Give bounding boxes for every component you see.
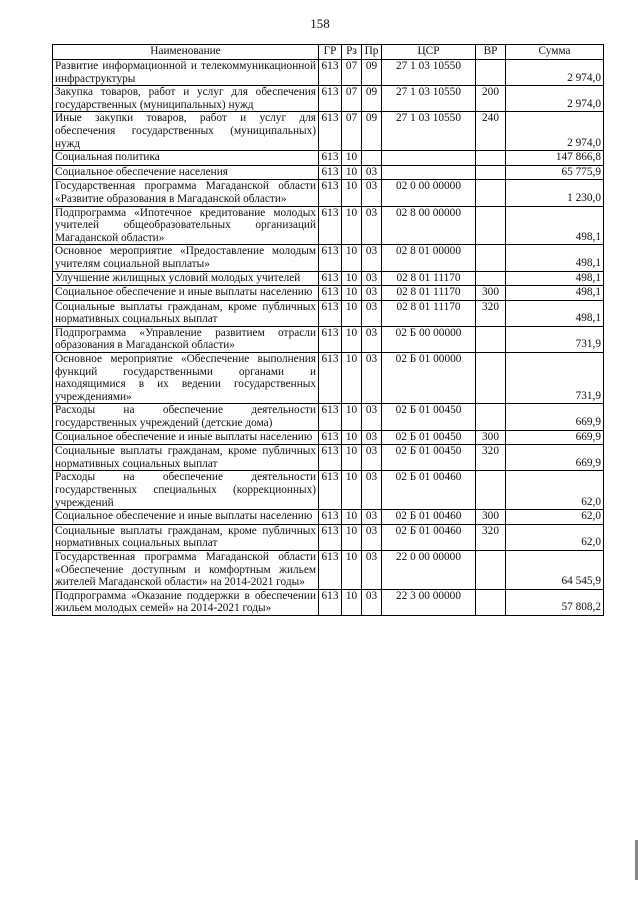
cell-name: Социальные выплаты гражданам, кроме публичных нормативных социальных выплат <box>53 300 319 326</box>
cell-name: Улучшение жилищных условий молодых учителей <box>53 271 319 286</box>
cell-pr: 03 <box>362 271 382 286</box>
cell-gr: 613 <box>319 430 342 445</box>
cell-csr: 02 8 01 00000 <box>382 245 476 271</box>
cell-sum: 669,9 <box>506 404 604 430</box>
cell-name: Социальное обеспечение и иные выплаты населению <box>53 510 319 525</box>
cell-pr: 03 <box>362 180 382 206</box>
cell-rz: 10 <box>342 300 362 326</box>
cell-csr <box>382 151 476 166</box>
cell-rz: 10 <box>342 271 362 286</box>
cell-gr: 613 <box>319 112 342 151</box>
cell-gr: 613 <box>319 445 342 471</box>
table-row <box>53 271 604 286</box>
cell-sum: 2 974,0 <box>506 60 604 86</box>
cell-sum: 731,9 <box>506 353 604 404</box>
cell-vr: 300 <box>476 286 506 301</box>
cell-sum: 669,9 <box>506 430 604 445</box>
cell-rz: 10 <box>342 206 362 245</box>
cell-sum: 498,1 <box>506 300 604 326</box>
cell-gr: 613 <box>319 353 342 404</box>
table-row <box>53 445 604 471</box>
cell-csr: 02 8 01 11170 <box>382 271 476 286</box>
cell-pr: 09 <box>362 86 382 112</box>
cell-pr: 03 <box>362 404 382 430</box>
cell-pr: 03 <box>362 445 382 471</box>
cell-sum: 2 974,0 <box>506 112 604 151</box>
cell-gr: 613 <box>319 180 342 206</box>
cell-csr: 02 Б 01 00450 <box>382 404 476 430</box>
cell-csr: 27 1 03 10550 <box>382 86 476 112</box>
cell-vr <box>476 326 506 352</box>
cell-pr: 03 <box>362 206 382 245</box>
cell-sum: 1 230,0 <box>506 180 604 206</box>
cell-csr: 02 8 01 11170 <box>382 286 476 301</box>
cell-pr: 03 <box>362 245 382 271</box>
cell-rz: 07 <box>342 112 362 151</box>
table-row <box>53 112 604 151</box>
cell-vr: 300 <box>476 510 506 525</box>
cell-sum: 65 775,9 <box>506 165 604 180</box>
cell-name: Иные закупки товаров, работ и услуг для обеспечения государственных (муниципальных) нужд <box>53 112 319 151</box>
cell-csr: 02 Б 01 00000 <box>382 353 476 404</box>
cell-rz: 10 <box>342 524 362 550</box>
table-row <box>53 206 604 245</box>
cell-gr: 613 <box>319 524 342 550</box>
cell-vr <box>476 60 506 86</box>
cell-name: Подпрограмма «Управление развитием отрасли образования в Магаданской области» <box>53 326 319 352</box>
cell-name: Подпрограмма «Ипотечное кредитование молодых учителей общеобразовательных организаций Магаданской области» <box>53 206 319 245</box>
cell-name: Социальное обеспечение и иные выплаты населению <box>53 286 319 301</box>
table-row <box>53 286 604 301</box>
cell-vr <box>476 245 506 271</box>
cell-gr: 613 <box>319 286 342 301</box>
table-row <box>53 86 604 112</box>
table-body <box>53 60 604 616</box>
cell-rz: 07 <box>342 86 362 112</box>
cell-vr <box>476 550 506 589</box>
cell-pr: 03 <box>362 353 382 404</box>
cell-rz: 10 <box>342 510 362 525</box>
cell-csr: 27 1 03 10550 <box>382 60 476 86</box>
table-row <box>53 589 604 615</box>
cell-sum: 731,9 <box>506 326 604 352</box>
cell-gr: 613 <box>319 404 342 430</box>
cell-vr: 320 <box>476 445 506 471</box>
cell-rz: 10 <box>342 550 362 589</box>
cell-sum: 2 974,0 <box>506 86 604 112</box>
cell-sum: 498,1 <box>506 206 604 245</box>
cell-sum: 62,0 <box>506 524 604 550</box>
cell-csr: 02 Б 01 00460 <box>382 471 476 510</box>
cell-csr: 02 Б 01 00450 <box>382 430 476 445</box>
cell-rz: 10 <box>342 404 362 430</box>
cell-rz: 07 <box>342 60 362 86</box>
cell-vr <box>476 353 506 404</box>
cell-vr: 320 <box>476 300 506 326</box>
cell-name: Государственная программа Магаданской области «Развитие образования в Магаданской области» <box>53 180 319 206</box>
cell-pr: 03 <box>362 550 382 589</box>
cell-vr: 240 <box>476 112 506 151</box>
cell-rz: 10 <box>342 326 362 352</box>
cell-sum: 57 808,2 <box>506 589 604 615</box>
cell-rz: 10 <box>342 180 362 206</box>
page-number: 158 <box>310 16 330 31</box>
cell-csr: 02 8 01 11170 <box>382 300 476 326</box>
cell-vr: 200 <box>476 86 506 112</box>
cell-name: Подпрограмма «Оказание поддержки в обеспечении жильем молодых семей» на 2014-2021 годы» <box>53 589 319 615</box>
cell-pr: 03 <box>362 430 382 445</box>
cell-csr: 22 3 00 00000 <box>382 589 476 615</box>
table-row <box>53 510 604 525</box>
header-sum: Сумма <box>506 45 604 60</box>
table-row <box>53 353 604 404</box>
table-row <box>53 524 604 550</box>
cell-vr <box>476 471 506 510</box>
cell-rz: 10 <box>342 445 362 471</box>
cell-vr: 320 <box>476 524 506 550</box>
cell-csr: 02 Б 01 00460 <box>382 524 476 550</box>
header-name: Наименование <box>53 45 319 60</box>
cell-pr: 03 <box>362 326 382 352</box>
cell-csr: 02 Б 01 00460 <box>382 510 476 525</box>
cell-vr <box>476 151 506 166</box>
cell-gr: 613 <box>319 326 342 352</box>
cell-pr: 03 <box>362 286 382 301</box>
cell-pr: 03 <box>362 510 382 525</box>
cell-vr <box>476 589 506 615</box>
scan-edge-mark <box>635 840 638 880</box>
cell-sum: 498,1 <box>506 245 604 271</box>
cell-name: Закупка товаров, работ и услуг для обеспечения государственных (муниципальных) нужд <box>53 86 319 112</box>
cell-pr: 09 <box>362 60 382 86</box>
header-vr: ВР <box>476 45 506 60</box>
cell-name: Расходы на обеспечение деятельности государственных учреждений (детские дома) <box>53 404 319 430</box>
cell-gr: 613 <box>319 165 342 180</box>
cell-vr <box>476 271 506 286</box>
cell-name: Социальное обеспечение населения <box>53 165 319 180</box>
cell-pr: 03 <box>362 524 382 550</box>
cell-name: Социальные выплаты гражданам, кроме публичных нормативных социальных выплат <box>53 524 319 550</box>
table-row <box>53 430 604 445</box>
cell-gr: 613 <box>319 589 342 615</box>
header-row <box>53 45 604 60</box>
cell-sum: 62,0 <box>506 471 604 510</box>
cell-vr: 300 <box>476 430 506 445</box>
cell-pr: 09 <box>362 112 382 151</box>
cell-gr: 613 <box>319 245 342 271</box>
cell-csr <box>382 165 476 180</box>
cell-csr: 02 8 00 00000 <box>382 206 476 245</box>
cell-gr: 613 <box>319 60 342 86</box>
budget-table <box>52 44 604 616</box>
table-row <box>53 165 604 180</box>
cell-name: Социальные выплаты гражданам, кроме публичных нормативных социальных выплат <box>53 445 319 471</box>
cell-sum: 498,1 <box>506 271 604 286</box>
cell-pr: 03 <box>362 589 382 615</box>
cell-rz: 10 <box>342 245 362 271</box>
cell-name: Социальная политика <box>53 151 319 166</box>
cell-sum: 64 545,9 <box>506 550 604 589</box>
header-rz: Рз <box>342 45 362 60</box>
cell-pr: 03 <box>362 300 382 326</box>
table-row <box>53 550 604 589</box>
cell-gr: 613 <box>319 206 342 245</box>
cell-vr <box>476 165 506 180</box>
table-row <box>53 471 604 510</box>
header-pr: Пр <box>362 45 382 60</box>
cell-name: Государственная программа Магаданской области «Обеспечение доступным и комфортным жильем жителей Магаданской области» на 2014-2021 годы» <box>53 550 319 589</box>
cell-rz: 10 <box>342 430 362 445</box>
cell-gr: 613 <box>319 151 342 166</box>
cell-sum: 147 866,8 <box>506 151 604 166</box>
cell-sum: 669,9 <box>506 445 604 471</box>
cell-name: Расходы на обеспечение деятельности государственных специальных (коррекционных) учреждений <box>53 471 319 510</box>
cell-rz: 10 <box>342 471 362 510</box>
cell-rz: 10 <box>342 353 362 404</box>
cell-rz: 10 <box>342 286 362 301</box>
table-row <box>53 245 604 271</box>
table-row <box>53 404 604 430</box>
cell-name: Основное мероприятие «Предоставление молодым учителям социальной выплаты» <box>53 245 319 271</box>
cell-csr: 02 Б 01 00450 <box>382 445 476 471</box>
cell-gr: 613 <box>319 510 342 525</box>
header-csr: ЦСР <box>382 45 476 60</box>
cell-pr <box>362 151 382 166</box>
cell-name: Развитие информационной и телекоммуникационной инфраструктуры <box>53 60 319 86</box>
cell-sum: 62,0 <box>506 510 604 525</box>
cell-name: Основное мероприятие «Обеспечение выполнения функций государственными органами и находящимися в их ведении государственных учреждениями» <box>53 353 319 404</box>
table-row <box>53 300 604 326</box>
cell-gr: 613 <box>319 300 342 326</box>
cell-rz: 10 <box>342 151 362 166</box>
cell-gr: 613 <box>319 550 342 589</box>
cell-vr <box>476 180 506 206</box>
cell-csr: 02 0 00 00000 <box>382 180 476 206</box>
cell-pr: 03 <box>362 165 382 180</box>
cell-rz: 10 <box>342 589 362 615</box>
cell-csr: 22 0 00 00000 <box>382 550 476 589</box>
cell-sum: 498,1 <box>506 286 604 301</box>
cell-gr: 613 <box>319 471 342 510</box>
table-row <box>53 151 604 166</box>
cell-csr: 27 1 03 10550 <box>382 112 476 151</box>
cell-pr: 03 <box>362 471 382 510</box>
cell-name: Социальное обеспечение и иные выплаты населению <box>53 430 319 445</box>
cell-rz: 10 <box>342 165 362 180</box>
table-row <box>53 180 604 206</box>
table-row <box>53 60 604 86</box>
cell-gr: 613 <box>319 271 342 286</box>
cell-vr <box>476 206 506 245</box>
cell-csr: 02 Б 00 00000 <box>382 326 476 352</box>
cell-vr <box>476 404 506 430</box>
table-row <box>53 326 604 352</box>
cell-gr: 613 <box>319 86 342 112</box>
header-gr: ГР <box>319 45 342 60</box>
